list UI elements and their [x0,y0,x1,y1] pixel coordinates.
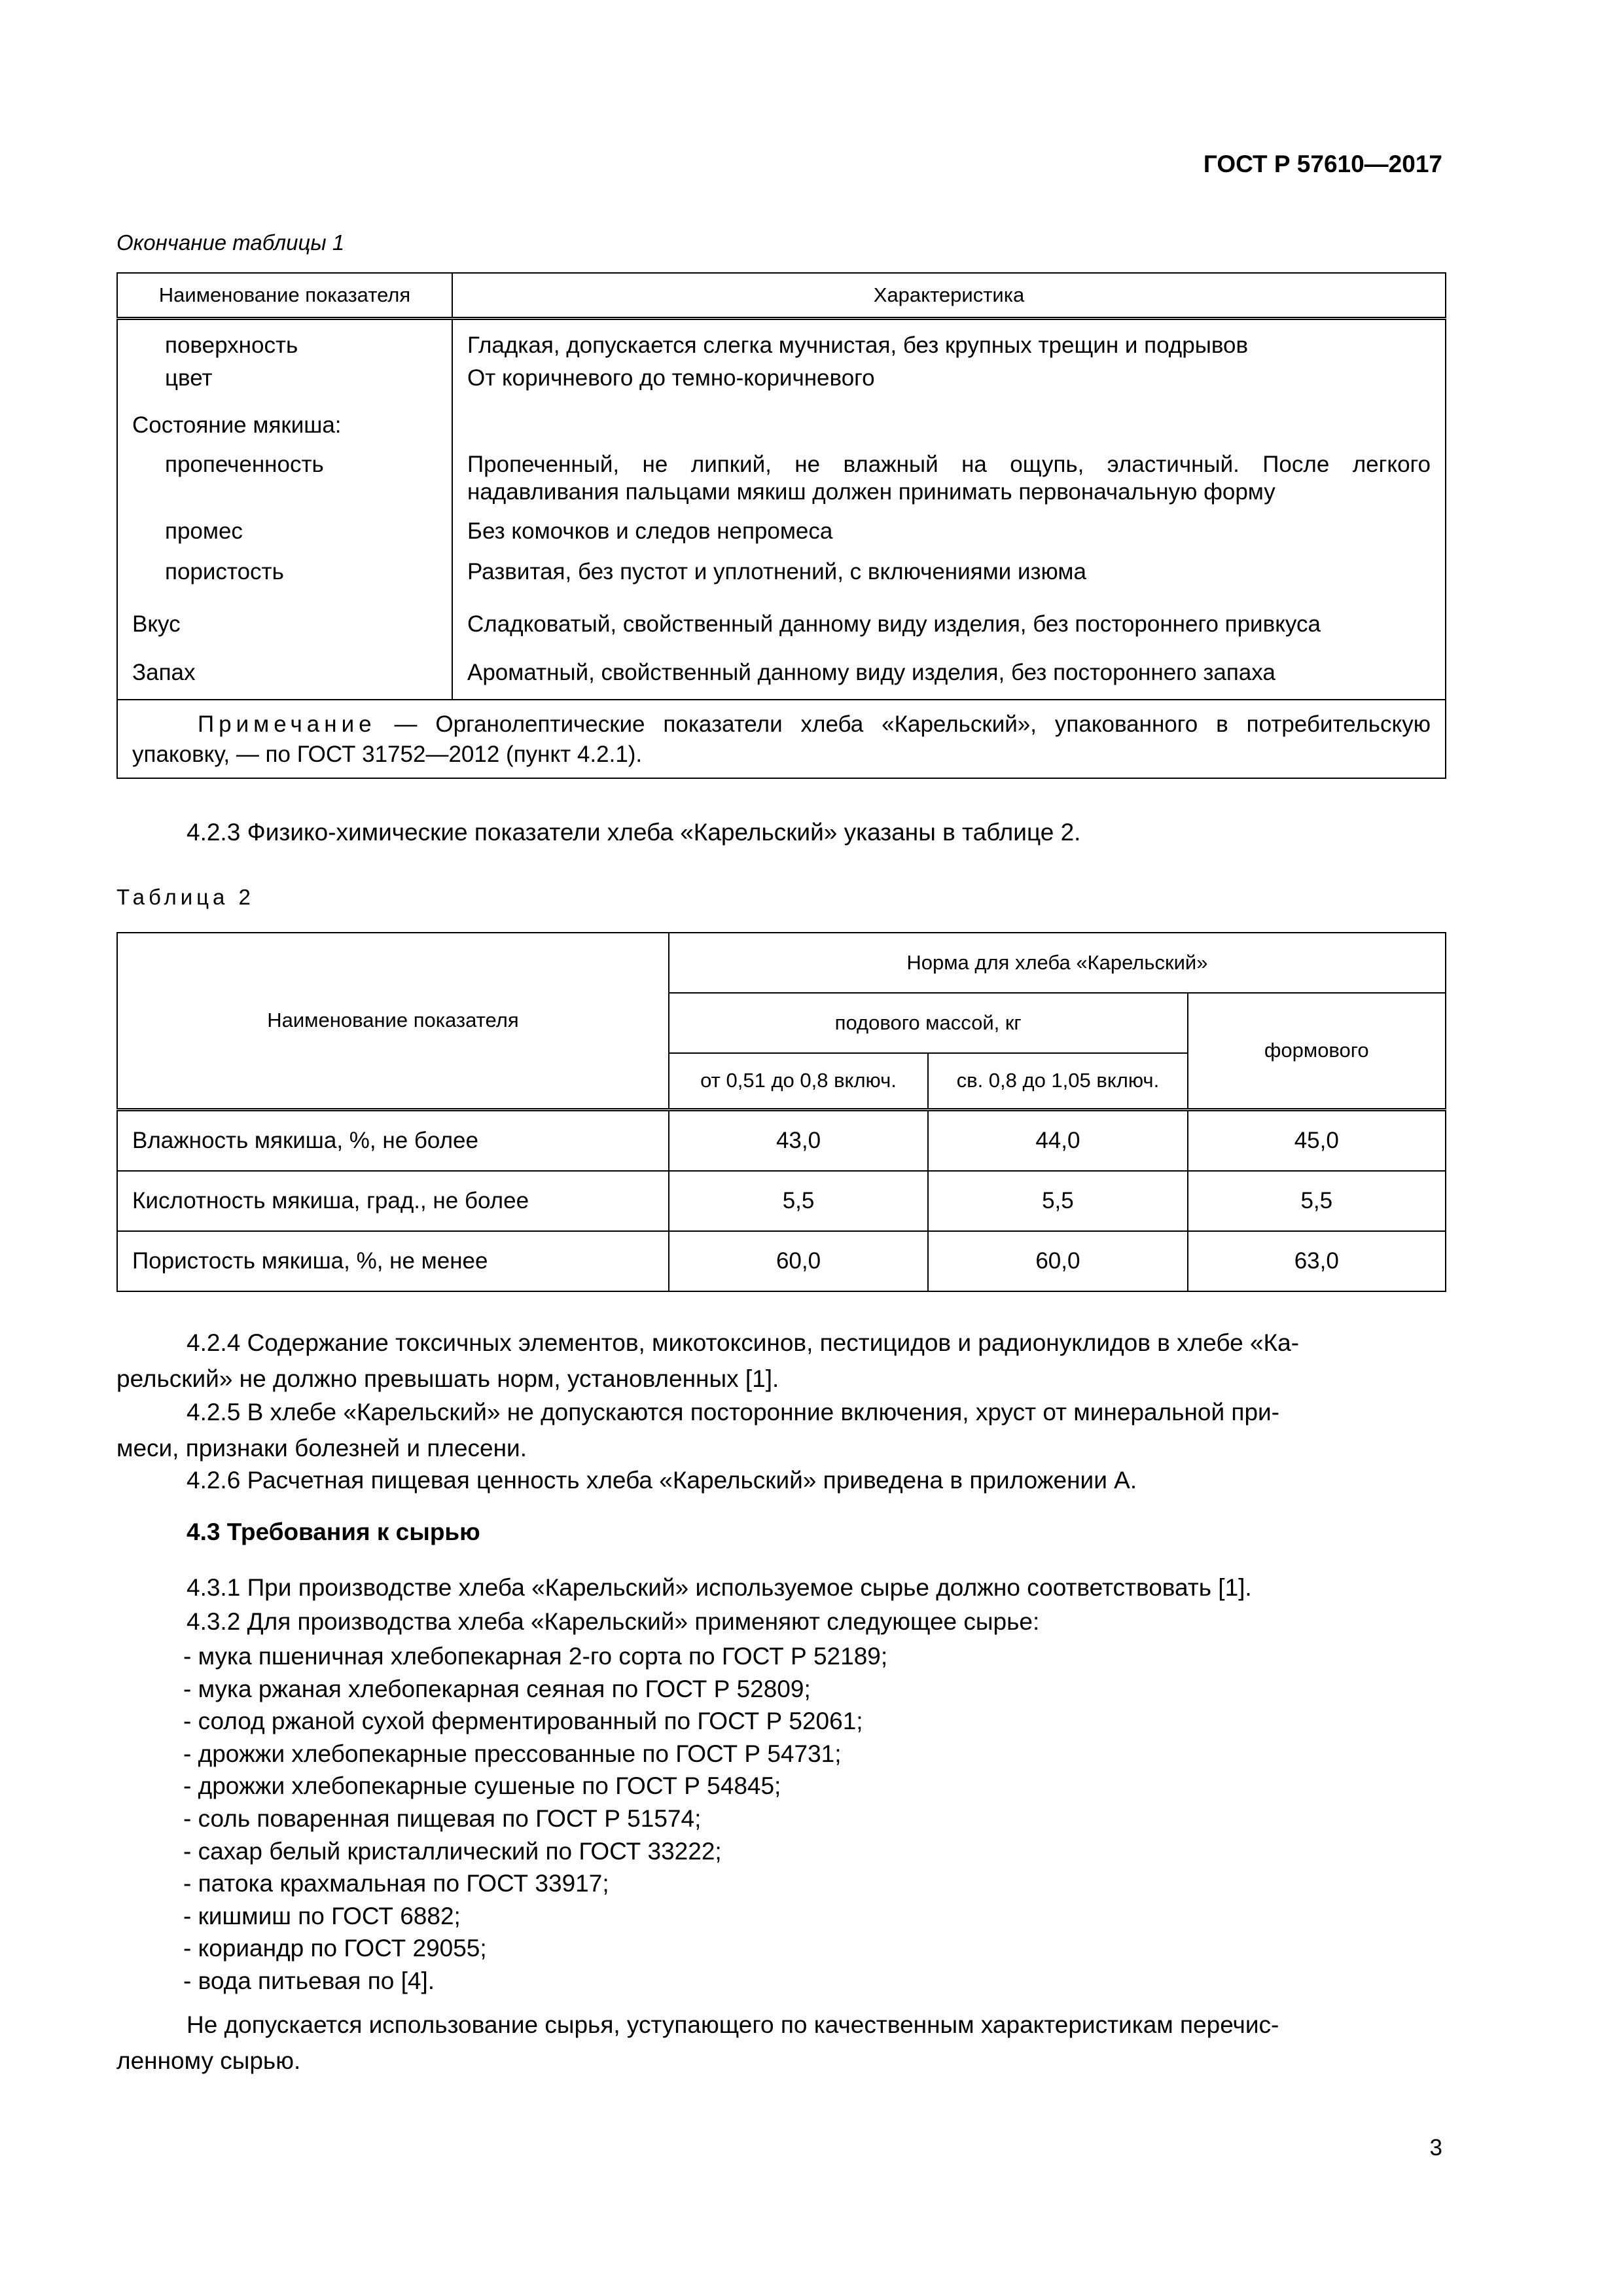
paragraph-line: рельский» не должно превышать норм, установленных [1]. [116,1365,779,1392]
table2 [116,932,1446,1292]
table1-note [117,700,1446,778]
table1-note-row [117,700,1446,778]
table2-row-name: Пористость мякиша, %, не менее [117,1231,669,1291]
list-item: - солод ржаной сухой ферментированный по ГОСТ Р 52061; [183,1705,887,1738]
table-row [117,1109,1446,1171]
table2-cell: 45,0 [1188,1109,1446,1171]
table1 [116,272,1446,779]
table2-cell: 44,0 [928,1109,1187,1171]
table-row [117,444,1446,515]
table2-molded-header: формового [1188,993,1446,1109]
table2-row-name: Влажность мякиша, %, не более [117,1109,669,1171]
list-item: - вода питьевая по [4]. [183,1965,887,1998]
table1-row-name: Вкус [117,603,452,651]
paragraph-4-2-4 [116,1325,1442,1397]
table2-range2-header: св. 0,8 до 1,05 включ. [928,1053,1187,1109]
table2-cell: 43,0 [669,1109,928,1171]
paragraph-text: 4.3.1 При производстве хлеба «Карельский» используемое сырье должно соответствовать [1]. [187,1574,1252,1601]
table1-row-value: От коричневого до темно-коричневого [467,365,875,391]
page-number: 3 [1429,2135,1442,2161]
paragraph-line: меси, признаки болезней и плесени. [116,1435,527,1462]
table-row [117,319,1446,363]
paragraph-4-2-6 [116,1462,1442,1498]
table1-row-name: Запах [117,651,452,700]
list-item: - сахар белый кристаллический по ГОСТ 33222; [183,1835,887,1868]
paragraph-4-2-3 [116,814,1442,850]
list-item: - патока крахмальная по ГОСТ 33917; [183,1867,887,1900]
table2-cell: 5,5 [669,1171,928,1231]
document-code: ГОСТ Р 57610—2017 [1203,151,1442,177]
table2-cell: 5,5 [1188,1171,1446,1231]
final-paragraph [116,2007,1442,2079]
table2-cell: 5,5 [928,1171,1187,1231]
table-row [117,1231,1446,1291]
table2-row-name: Кислотность мякиша, град., не более [117,1171,669,1231]
table-row [117,603,1446,651]
note-label: Примечание [198,711,376,737]
table-row [117,651,1446,700]
table1-row-value: Без комочков и следов непромеса [467,518,833,544]
list-item: - соль поваренная пищевая по ГОСТ Р 51574; [183,1803,887,1835]
paragraph-line: 4.2.5 В хлебе «Карельский» не допускаются посторонние включения, хруст от минеральной при- [187,1399,1280,1426]
section-heading-4-3: 4.3 Требования к сырью [187,1518,480,1545]
table-row [117,362,1446,401]
list-item: - мука пшеничная хлебопекарная 2-го сорта по ГОСТ Р 52189; [183,1640,887,1673]
table1-row-value: Гладкая, допускается слегка мучнистая, без крупных трещин и подрывов [467,332,1249,358]
paragraph-line: ленному сырью. [116,2047,301,2074]
paragraph-text: 4.2.3 Физико-химические показатели хлеба «Карельский» указаны в таблице 2. [187,819,1081,846]
paragraph-4-3-2 [116,1604,1442,1640]
raw-materials-list [183,1640,887,1998]
paragraph-line: Не допускается использование сырья, уступающего по качественным характеристикам перечис- [187,2011,1279,2038]
table1-col-characteristic: Характеристика [452,273,1446,319]
table1-row-value [452,401,1446,444]
table-row [117,1171,1446,1231]
list-item: - дрожжи хлебопекарные прессованные по ГОСТ Р 54731; [183,1738,887,1770]
note-text: — Органолептические показатели хлеба «Карельский», упакованного в потребительскую упаковку, — по ГОСТ 31752—2012 (пункт 4.2.1). [132,711,1431,767]
list-item: - кориандр по ГОСТ 29055; [183,1932,887,1965]
table1-row-value: Пропеченный, не липкий, не влажный на ощупь, эластичный. После легкого надавливания пальцами мякиш должен принимать первоначальную форму [467,452,1431,505]
paragraph-4-3-1 [116,1570,1442,1605]
list-item: - мука ржаная хлебопекарная сеяная по ГОСТ Р 52809; [183,1673,887,1706]
paragraph-text: 4.3.2 Для производства хлеба «Карельский» применяют следующее сырье: [187,1608,1040,1635]
table1-caption: Окончание таблицы 1 [116,230,345,255]
table1-row-value: Развитая, без пустот и уплотнений, с включениями изюма [467,559,1086,584]
table2-cell: 60,0 [669,1231,928,1291]
table-row [117,556,1446,603]
paragraph-text: 4.2.6 Расчетная пищевая ценность хлеба «Карельский» приведена в приложении А. [187,1467,1137,1494]
table-row [117,401,1446,444]
table2-cell: 60,0 [928,1231,1187,1291]
list-item: - кишмиш по ГОСТ 6882; [183,1900,887,1933]
table1-row-name: цвет [117,362,452,401]
table1-row-name: промес [117,515,452,556]
table1-row-value: Сладковатый, свойственный данному виду изделия, без постороннего привкуса [467,611,1321,637]
table1-row-name: пропеченность [117,444,452,515]
table2-norm-header: Норма для хлеба «Карельский» [669,933,1446,993]
table1-row-name: Состояние мякиша: [117,401,452,444]
table-row [117,515,1446,556]
table2-cell: 63,0 [1188,1231,1446,1291]
table1-row-name: пористость [117,556,452,603]
table2-col-name: Наименование показателя [117,933,669,1109]
table2-caption: Таблица 2 [116,885,255,909]
table2-hearth-header: подового массой, кг [669,993,1188,1053]
table1-row-value: Ароматный, свойственный данному виду изделия, без постороннего запаха [467,660,1275,685]
table1-row-name: поверхность [117,319,452,363]
table2-range1-header: от 0,51 до 0,8 включ. [669,1053,928,1109]
table1-col-name: Наименование показателя [117,273,452,319]
paragraph-line: 4.2.4 Содержание токсичных элементов, микотоксинов, пестицидов и радионуклидов в хлебе «Ка- [187,1329,1300,1356]
paragraph-4-2-5 [116,1394,1442,1466]
list-item: - дрожжи хлебопекарные сушеные по ГОСТ Р 54845; [183,1770,887,1803]
